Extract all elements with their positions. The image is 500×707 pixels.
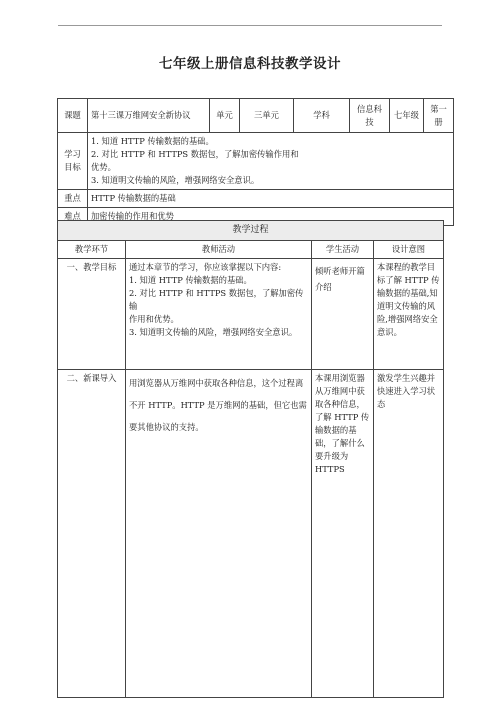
process-title: 教学过程 [58, 221, 444, 241]
key-point-label: 重点 [58, 190, 88, 208]
unit-value: 三单元 [240, 99, 294, 133]
subject-label: 学科 [294, 99, 350, 133]
column-header-intent: 设计意图 [374, 241, 444, 259]
teacher-line: 3. 知道明文传输的风险，增强网络安全意识。 [129, 327, 298, 337]
key-point-value: HTTP 传输数据的基础 [88, 190, 454, 208]
stage-cell: 二、新课导入 [58, 370, 126, 698]
stage-cell: 一、教学目标 [58, 259, 126, 370]
column-header-teacher: 教师活动 [126, 241, 312, 259]
objective-item: 2. 对比 HTTP 和 HTTPS 数据包，了解加密传输作用和优势。 [91, 149, 299, 172]
objective-item: 3. 知道明文传输的风险，增强网络安全意识。 [91, 175, 260, 185]
teacher-line: 1. 知道 HTTP 传输数据的基础。 [129, 275, 252, 285]
document-title: 七年级上册信息科技教学设计 [159, 56, 341, 72]
design-intent-cell: 激发学生兴趣并快速进入学习状态 [374, 370, 444, 698]
column-header-student: 学生活动 [312, 241, 374, 259]
difficulty-value: 加密传输的作用和优势 [88, 208, 454, 226]
lesson-info-table [57, 98, 454, 226]
objectives-label: 学习目标 [58, 133, 88, 190]
volume-value: 第一册 [424, 99, 454, 133]
objectives-list [88, 133, 454, 190]
teacher-activity-cell [126, 259, 312, 370]
lesson-label: 课题 [58, 99, 88, 133]
difficulty-label: 难点 [58, 208, 88, 226]
unit-label: 单元 [210, 99, 240, 133]
teacher-line: 通过本章节的学习，你应该掌握以下内容: [129, 262, 282, 272]
student-activity-cell: 本课用浏览器从万维网中获取各种信息，了解 HTTP 传输数据的基础，了解什么要升级为 HTTPS [312, 370, 374, 698]
teaching-process-table [57, 220, 444, 698]
grade-value: 七年级 [390, 99, 424, 133]
teacher-line: 2. 对比 HTTP 和 HTTPS 数据包，了解加密传输 [129, 288, 304, 311]
teacher-activity-cell: 用浏览器从万维网中获取各种信息，这个过程离不开 HTTP。HTTP 是万维网的基础，但它也需要其他协议的支持。 [126, 370, 312, 698]
lesson-title: 第十三课万维网安全新协议 [88, 99, 210, 133]
student-activity-cell: 倾听老师开篇介绍 [312, 259, 374, 370]
objective-item: 1. 知道 HTTP 传输数据的基础。 [91, 136, 214, 146]
column-header-stage: 教学环节 [58, 241, 126, 259]
top-rule [58, 25, 442, 26]
subject-value: 信息科技 [350, 99, 390, 133]
design-intent-cell: 本课程的教学目标了解 HTTP 传输数据的基础,知道明文传输的风险,增强网络安全意识。 [374, 259, 444, 370]
teacher-line: 作用和优势。 [129, 314, 179, 324]
